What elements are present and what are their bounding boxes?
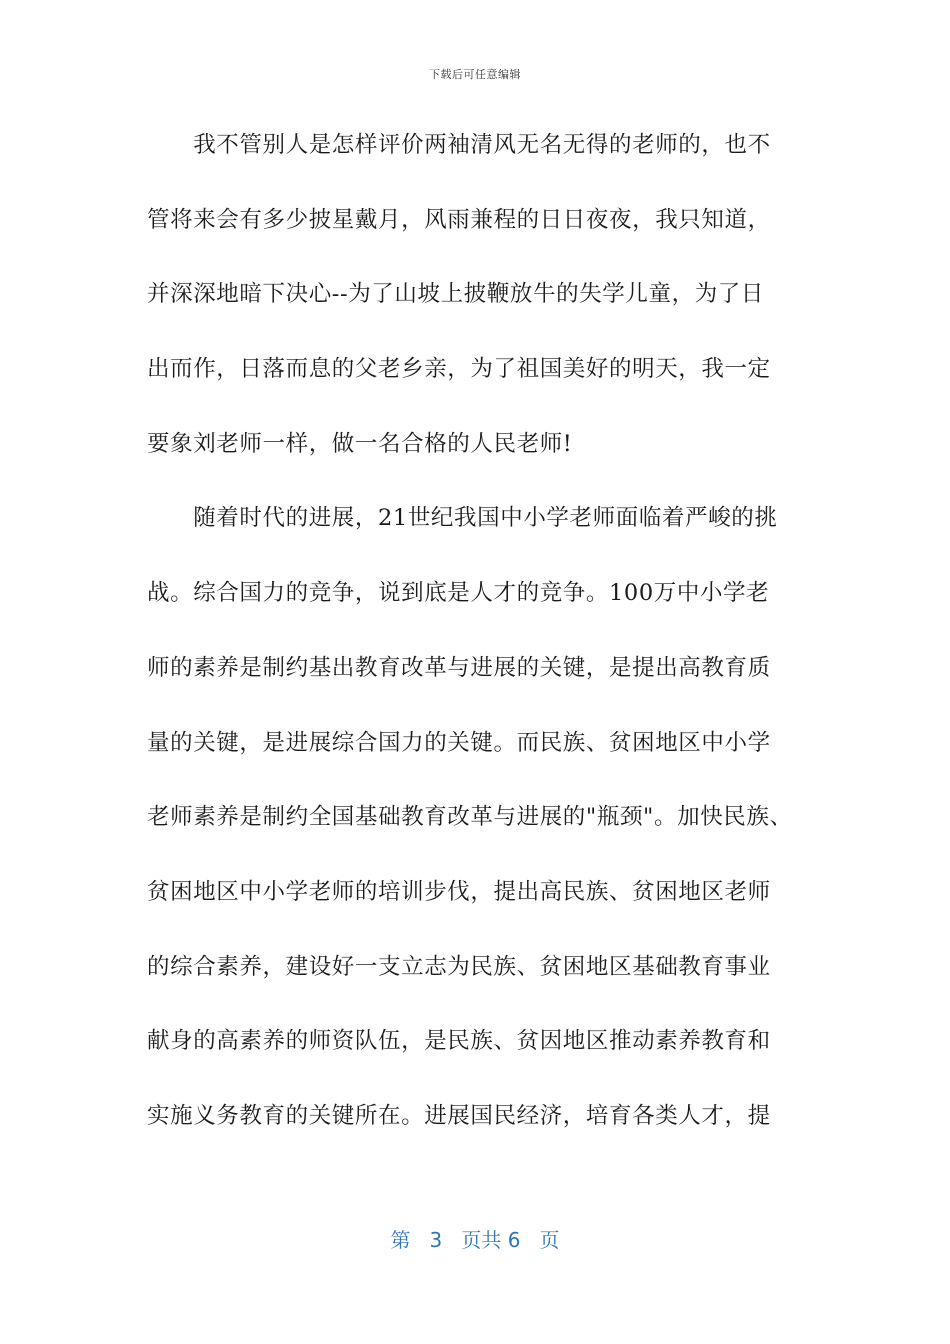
text-line: 贫困地区中小学老师的培训步伐，提出高民族、贫困地区老师 — [147, 878, 771, 905]
text-line: 的综合素养，建设好一支立志为民族、贫困地区基础教育事业 — [147, 953, 771, 980]
text-line: 我不管别人是怎样评价两袖清风无名无得的老师的，也不 — [147, 132, 771, 158]
text-line: 管将来会有多少披星戴月，风雨兼程的日日夜夜，我只知道， — [147, 206, 771, 233]
text-line: 战。综合国力的竞争，说到底是人才的竞争。100万中小学老 — [147, 580, 770, 607]
text-line: 实施义务教育的关键所在。进展国民经济，培育各类人才，提 — [147, 1102, 771, 1129]
text-line: 出而作，日落而息的父老乡亲，为了祖国美好的明天，我一定 — [147, 356, 771, 383]
total-pages-number: 6 — [507, 1228, 521, 1252]
current-page-number: 3 — [429, 1228, 443, 1252]
text-line: 并深深地暗下决心--为了山坡上披鞭放牛的失学儿童，为了日 — [147, 281, 765, 308]
text-line: 师的素养是制约基出教育改革与进展的关键，是提出高教育质 — [147, 654, 771, 681]
document-body — [147, 123, 807, 1169]
header-note: 下载后可任意编辑 — [429, 68, 521, 81]
page-footer — [0, 1224, 950, 1253]
text-line: 要象刘老师一样，做一名合格的人民老师! — [147, 430, 573, 457]
footer-suffix: 页 — [539, 1228, 560, 1252]
text-line: 老师素养是制约全国基础教育改革与进展的"瓶颈"。加快民族、 — [147, 804, 793, 831]
text-line: 量的关键，是进展综合国力的关键。而民族、贫困地区中小学 — [147, 729, 771, 756]
footer-prefix: 第 — [390, 1228, 411, 1252]
footer-middle: 页共 — [461, 1228, 502, 1252]
text-line: 献身的高素养的师资队伍，是民族、贫因地区推动素养教育和 — [147, 1028, 771, 1055]
text-line: 随着时代的进展，21世纪我国中小学老师面临着严峻的挑 — [147, 505, 778, 532]
